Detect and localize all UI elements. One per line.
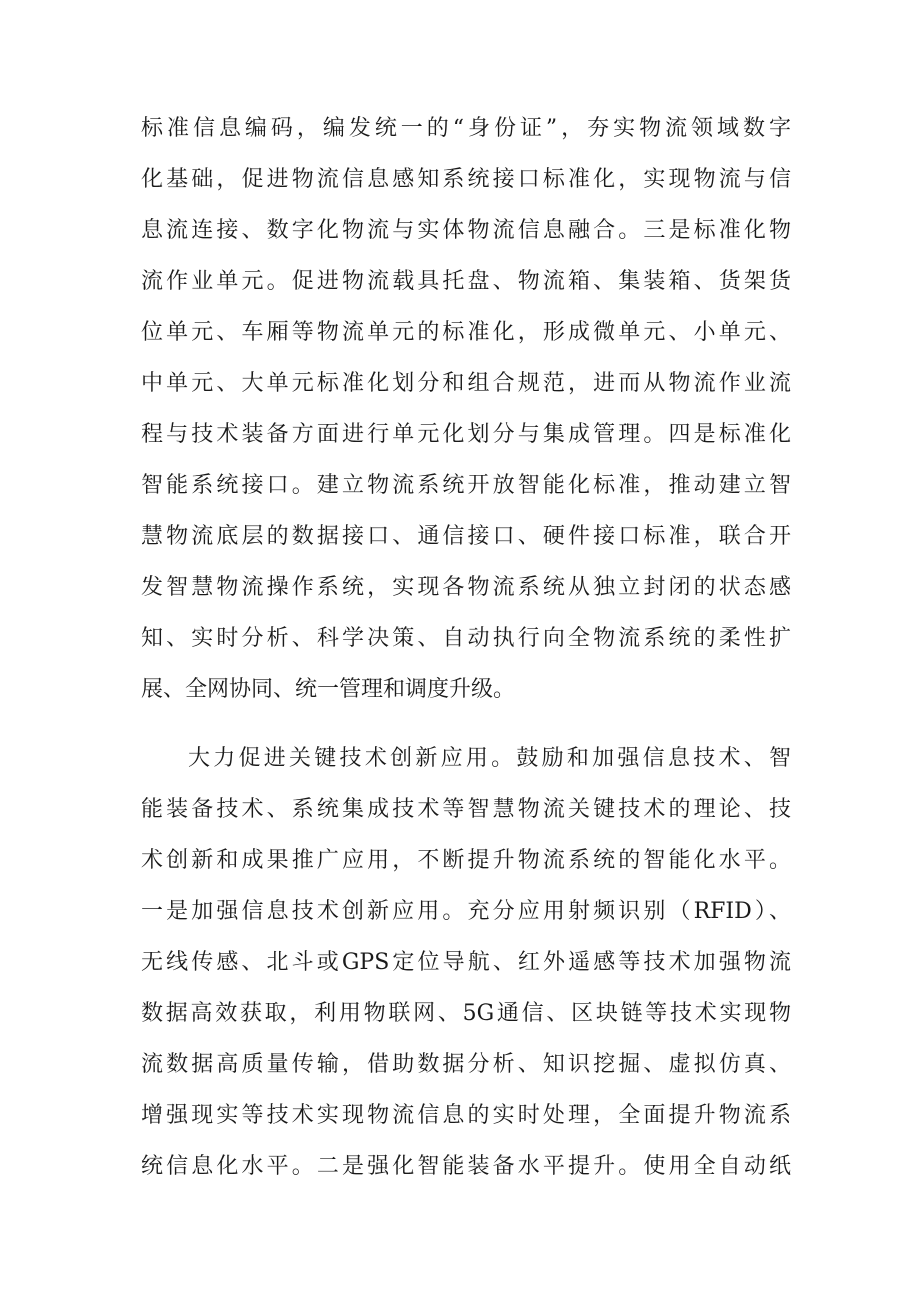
paragraph-2-line-1: 大力促进关键技术创新应用。鼓励和加强信息技术、智: [188, 746, 791, 771]
paragraph-1-line-5: 位单元、车厢等物流单元的标准化，形成微单元、小单元、: [141, 320, 791, 345]
paragraph-1-line-11: 知、实时分析、科学决策、自动执行向全物流系统的柔性扩: [141, 626, 791, 651]
paragraph-2-line-8: 增强现实等技术实现物流信息的实时处理，全面提升物流系: [141, 1103, 791, 1128]
paragraph-2-line-4: 一是加强信息技术创新应用。充分应用射频识别（RFID）、: [141, 899, 791, 924]
paragraph-1-line-1: 标准信息编码，编发统一的“身份证”，夯实物流领域数字: [141, 116, 791, 141]
paragraph-1-line-3: 息流连接、数字化物流与实体物流信息融合。三是标准化物: [141, 218, 791, 243]
paragraph-1-line-7: 程与技术装备方面进行单元化划分与集成管理。四是标准化: [141, 422, 791, 447]
paragraph-1-line-4: 流作业单元。促进物流载具托盘、物流箱、集装箱、货架货: [141, 269, 791, 294]
paragraph-1-line-2: 化基础，促进物流信息感知系统接口标准化，实现物流与信: [141, 167, 791, 192]
paragraph-2-line-7: 流数据高质量传输，借助数据分析、知识挖掘、虚拟仿真、: [141, 1052, 791, 1077]
paragraph-2-line-9: 统信息化水平。二是强化智能装备水平提升。使用全自动纸: [141, 1154, 791, 1179]
paragraph-2-line-6: 数据高效获取，利用物联网、5G通信、区块链等技术实现物: [141, 1001, 791, 1026]
paragraph-1-line-6: 中单元、大单元标准化划分和组合规范，进而从物流作业流: [141, 371, 791, 396]
paragraph-1-line-8: 智能系统接口。建立物流系统开放智能化标准，推动建立智: [141, 473, 791, 498]
paragraph-1-line-12: 展、全网协同、统一管理和调度升级。: [141, 677, 516, 702]
paragraph-2-line-5: 无线传感、北斗或GPS定位导航、红外遥感等技术加强物流: [141, 950, 791, 975]
paragraph-1-line-9: 慧物流底层的数据接口、通信接口、硬件接口标准，联合开: [141, 524, 791, 549]
paragraph-2-line-3: 术创新和成果推广应用，不断提升物流系统的智能化水平。: [141, 848, 791, 873]
paragraph-2-line-2: 能装备技术、系统集成技术等智慧物流关键技术的理论、技: [141, 797, 791, 822]
paragraph-1-line-10: 发智慧物流操作系统，实现各物流系统从独立封闭的状态感: [141, 575, 791, 600]
